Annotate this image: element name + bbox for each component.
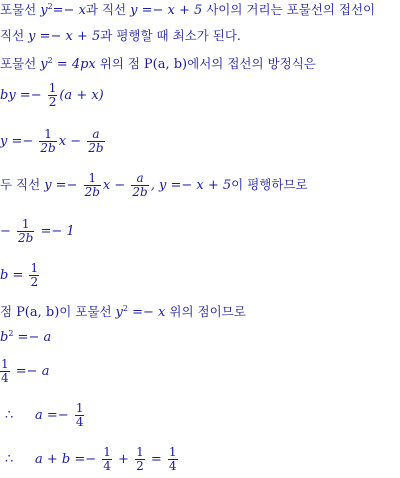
math: − <box>0 224 16 239</box>
therefore-symbol: ∴ <box>5 452 14 467</box>
math: =− x <box>128 305 166 320</box>
numerator: 1 <box>44 127 52 141</box>
denominator: 4 <box>1 371 9 385</box>
fraction <box>29 262 39 289</box>
denominator: 2 <box>30 275 39 289</box>
therefore-symbol: ∴ <box>5 408 14 423</box>
math: y <box>115 305 123 320</box>
exponent: 2 <box>47 56 53 65</box>
fraction <box>135 446 145 473</box>
math: b = <box>0 268 28 283</box>
text: 사이의 거리는 포물선의 접선이 <box>202 2 376 17</box>
point-label: P(a, b) <box>16 305 60 320</box>
equation-tangent-solved <box>0 128 107 155</box>
math: y =− <box>0 134 38 149</box>
math: = 4px <box>52 57 96 72</box>
math: a + b =− <box>35 452 101 467</box>
text: 위의 점 <box>95 56 144 71</box>
b-value <box>0 262 41 289</box>
fraction <box>84 172 101 199</box>
numerator: 1 <box>1 357 9 371</box>
numerator: a <box>136 171 144 185</box>
numerator: 1 <box>168 445 177 459</box>
fraction <box>17 218 34 245</box>
math: y =− x + 5 <box>130 3 203 18</box>
fraction <box>48 82 58 109</box>
math: y =− x + 5 <box>28 29 101 44</box>
denominator: 2b <box>18 231 34 245</box>
math: =− 1 <box>36 224 75 239</box>
math: =− x <box>52 3 86 18</box>
math: =− a <box>11 364 50 379</box>
quarter-equation <box>0 358 49 385</box>
final-answer <box>0 446 180 473</box>
fraction <box>87 128 104 155</box>
numerator: 1 <box>75 401 84 415</box>
text: 에서의 접선의 방정식은 <box>187 56 316 71</box>
point-on-parabola <box>0 304 246 321</box>
numerator: 1 <box>136 445 144 459</box>
text: 과 직선 <box>85 2 131 17</box>
denominator: 2b <box>40 141 56 155</box>
fraction <box>39 128 56 155</box>
math: = <box>146 452 166 467</box>
numerator: 1 <box>48 81 57 95</box>
math: + <box>113 452 134 467</box>
denominator: 2 <box>136 459 144 473</box>
solution-line-3 <box>0 56 316 73</box>
parallel-condition <box>0 172 308 199</box>
exponent: 2 <box>8 329 14 338</box>
text: 점 <box>0 304 17 319</box>
text: 직선 <box>0 28 29 43</box>
numerator: 1 <box>103 445 111 459</box>
fraction <box>168 446 178 473</box>
math: y =− <box>44 178 82 193</box>
fraction <box>131 172 148 199</box>
numerator: a <box>92 127 100 141</box>
math: =− a <box>13 330 52 345</box>
numerator: 1 <box>30 261 39 275</box>
denominator: 2b <box>132 185 148 199</box>
text: 포물선 <box>0 56 41 71</box>
denominator: 4 <box>75 415 84 429</box>
math: , y =− x + 5 <box>150 178 232 193</box>
fraction <box>0 358 10 385</box>
exponent: 2 <box>122 304 128 313</box>
text: 포물선 <box>0 2 41 17</box>
slope-equation <box>0 218 75 245</box>
math: x − <box>58 134 86 149</box>
text: 이 포물선 <box>59 304 116 319</box>
problem-line-1 <box>0 2 375 19</box>
fraction <box>102 446 112 473</box>
text: 두 직선 <box>0 177 45 192</box>
denominator: 4 <box>103 459 111 473</box>
math: by =− <box>0 88 46 103</box>
text: 위의 점이므로 <box>165 304 246 319</box>
denominator: 2b <box>84 185 100 199</box>
math: y <box>40 57 48 72</box>
b-squared-equation <box>0 330 51 346</box>
problem-line-2 <box>0 28 241 45</box>
math: a =− <box>35 408 73 423</box>
math: x − <box>102 178 130 193</box>
point-label: P(a, b) <box>143 57 188 72</box>
numerator: 1 <box>88 171 97 185</box>
denominator: 2 <box>48 95 57 109</box>
math: y <box>40 3 48 18</box>
exponent: 2 <box>47 2 53 11</box>
math: b <box>0 330 9 345</box>
text: 이 평행하므로 <box>231 177 308 192</box>
equation-tangent <box>0 82 104 109</box>
denominator: 4 <box>168 459 177 473</box>
numerator: 1 <box>21 217 30 231</box>
a-value <box>0 402 86 429</box>
math: (a + x) <box>59 88 104 103</box>
text: 과 평행할 때 최소가 된다. <box>100 28 241 43</box>
fraction <box>75 402 85 429</box>
denominator: 2b <box>88 141 104 155</box>
